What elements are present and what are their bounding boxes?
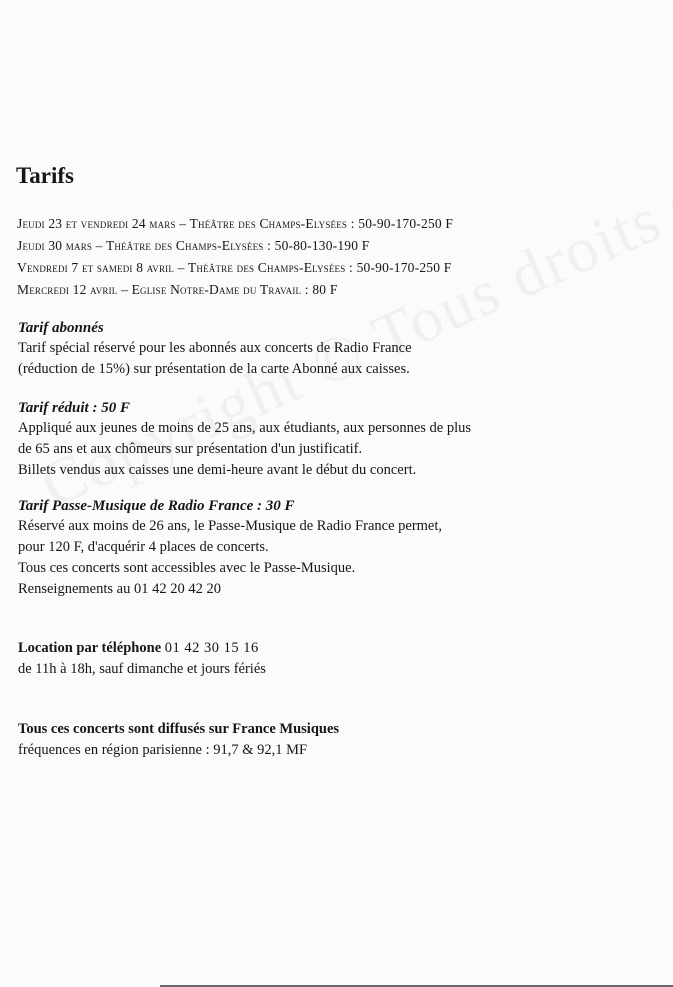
passe-line: Tous ces concerts sont accessibles avec le Passe-Musique. [18, 560, 356, 576]
passe-section [18, 497, 658, 600]
schedule-text: Jeudi 23 et vendredi 24 mars – Théâtre des Champs-Elysées : [17, 216, 355, 231]
location-section [18, 638, 658, 680]
abonnes-line: Tarif spécial réservé pour les abonnés aux concerts de Radio France [18, 340, 412, 356]
abonnes-section [18, 319, 658, 380]
page-title: Tarifs [16, 163, 74, 188]
broadcast-heading-text: Tous ces concerts sont diffusés sur France Musiques [18, 721, 340, 737]
broadcast-section [18, 719, 658, 761]
reduit-section [18, 399, 658, 481]
schedule-line [17, 279, 657, 301]
schedule-prices: 50-90-170-250 F [358, 216, 454, 231]
schedule-text: Vendredi 7 et samedi 8 avril – Théâtre des Champs-Elysées : [17, 260, 353, 275]
reduit-heading: Tarif réduit : 50 F [18, 400, 130, 416]
passe-line: Renseignements au 01 42 20 42 20 [18, 581, 221, 597]
broadcast-heading [18, 719, 658, 740]
schedule-line [17, 235, 657, 257]
schedule-line [17, 213, 657, 235]
reduit-line: de 65 ans et aux chômeurs sur présentation d'un justificatif. [18, 441, 363, 457]
schedule-line [17, 257, 657, 279]
location-line [18, 638, 658, 659]
passe-line: Réservé aux moins de 26 ans, le Passe-Musique de Radio France permet, [18, 518, 443, 534]
abonnes-line: (réduction de 15%) sur présentation de la carte Abonné aux caisses. [18, 361, 410, 377]
reduit-line: Appliqué aux jeunes de moins de 25 ans, aux étudiants, aux personnes de plus [18, 420, 472, 436]
broadcast-frequencies: fréquences en région parisienne : 91,7 & 92,1 MF [18, 742, 308, 758]
schedule-prices: 50-80-130-190 F [274, 238, 370, 253]
schedule-prices: 80 F [312, 282, 338, 297]
schedule-list [17, 213, 657, 301]
schedule-text: Mercredi 12 avril – Eglise Notre-Dame du Travail : [17, 282, 309, 297]
schedule-prices: 50-90-170-250 F [356, 260, 452, 275]
location-label: Location par téléphone [18, 640, 162, 656]
abonnes-heading: Tarif abonnés [18, 320, 104, 336]
passe-line: pour 120 F, d'acquérir 4 places de concerts. [18, 539, 269, 555]
reduit-line: Billets vendus aux caisses une demi-heure avant le début du concert. [18, 462, 417, 478]
location-hours: de 11h à 18h, sauf dimanche et jours fériés [18, 661, 266, 677]
location-phone: 01 42 30 15 16 [164, 640, 259, 656]
passe-heading: Tarif Passe-Musique de Radio France : 30 F [18, 498, 295, 514]
schedule-text: Jeudi 30 mars – Théâtre des Champs-Elysées : [17, 238, 272, 253]
